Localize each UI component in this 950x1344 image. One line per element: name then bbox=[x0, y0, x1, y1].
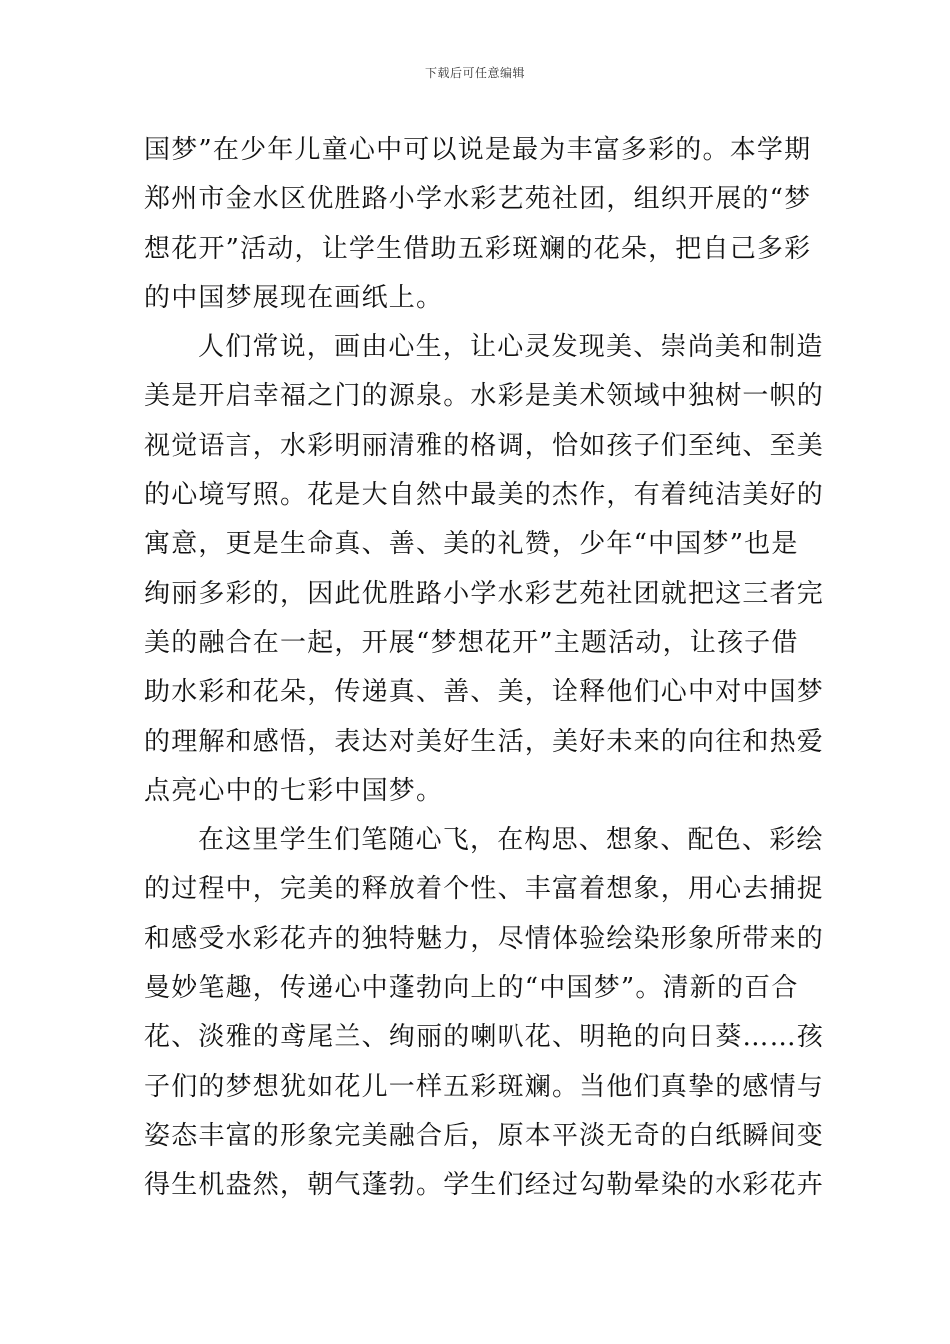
text-line: 姿态丰富的形象完美融合后，原本平淡无奇的白纸瞬间变 bbox=[144, 1120, 825, 1151]
text-line: 人们常说，画由心生，让心灵发现美、崇尚美和制造 bbox=[198, 332, 824, 363]
text-line: 的理解和感悟，表达对美好生活，美好未来的向往和热爱 bbox=[144, 726, 825, 757]
text-line: 助水彩和花朵，传递真、善、美，诠释他们心中对中国梦 bbox=[144, 677, 825, 708]
text-line: 的过程中，完美的释放着个性、丰富着想象，用心去捕捉 bbox=[144, 874, 825, 905]
text-line: 的中国梦展现在画纸上。 bbox=[144, 282, 444, 313]
paragraph-2 bbox=[144, 323, 825, 816]
text-line: 郑州市金水区优胜路小学水彩艺苑社团，组织开展的“梦 bbox=[144, 184, 812, 215]
text-line: 国梦”在少年儿童心中可以说是最为丰富多彩的。本学期 bbox=[144, 135, 812, 165]
paragraph-3 bbox=[144, 816, 825, 1210]
page-header: 下载后可任意编辑 bbox=[424, 66, 525, 80]
paragraph-1 bbox=[144, 126, 812, 323]
text-line: 美的融合在一起，开展“梦想花开”主题活动，让孩子借 bbox=[144, 627, 799, 658]
text-line: 美是开启幸福之门的源泉。水彩是美术领域中独树一帜的 bbox=[144, 381, 825, 412]
text-line: 和感受水彩花卉的独特魅力，尽情体验绘染形象所带来的 bbox=[144, 923, 825, 954]
text-line: 的心境写照。花是大自然中最美的杰作，有着纯洁美好的 bbox=[144, 480, 825, 511]
text-line: 寓意，更是生命真、善、美的礼赞，少年“中国梦”也是 bbox=[144, 529, 799, 560]
text-line: 点亮心中的七彩中国梦。 bbox=[144, 775, 444, 806]
text-line: 绚丽多彩的，因此优胜路小学水彩艺苑社团就把这三者完 bbox=[144, 578, 825, 609]
text-line: 想花开”活动，让学生借助五彩斑斓的花朵，把自己多彩 bbox=[144, 233, 812, 264]
text-line: 在这里学生们笔随心飞，在构思、想象、配色、彩绘 bbox=[198, 825, 824, 856]
text-line: 曼妙笔趣，传递心中蓬勃向上的“中国梦”。清新的百合 bbox=[144, 973, 799, 1004]
text-line: 视觉语言，水彩明丽清雅的格调，恰如孩子们至纯、至美 bbox=[144, 430, 825, 461]
text-line: 得生机盎然，朝气蓬勃。学生们经过勾勒晕染的水彩花卉 bbox=[144, 1170, 825, 1201]
document-body bbox=[144, 126, 825, 1211]
text-line: 花、淡雅的鸢尾兰、绚丽的喇叭花、明艳的向日葵……孩 bbox=[144, 1022, 825, 1053]
text-line: 子们的梦想犹如花儿一样五彩斑斓。当他们真挚的感情与 bbox=[144, 1071, 825, 1102]
